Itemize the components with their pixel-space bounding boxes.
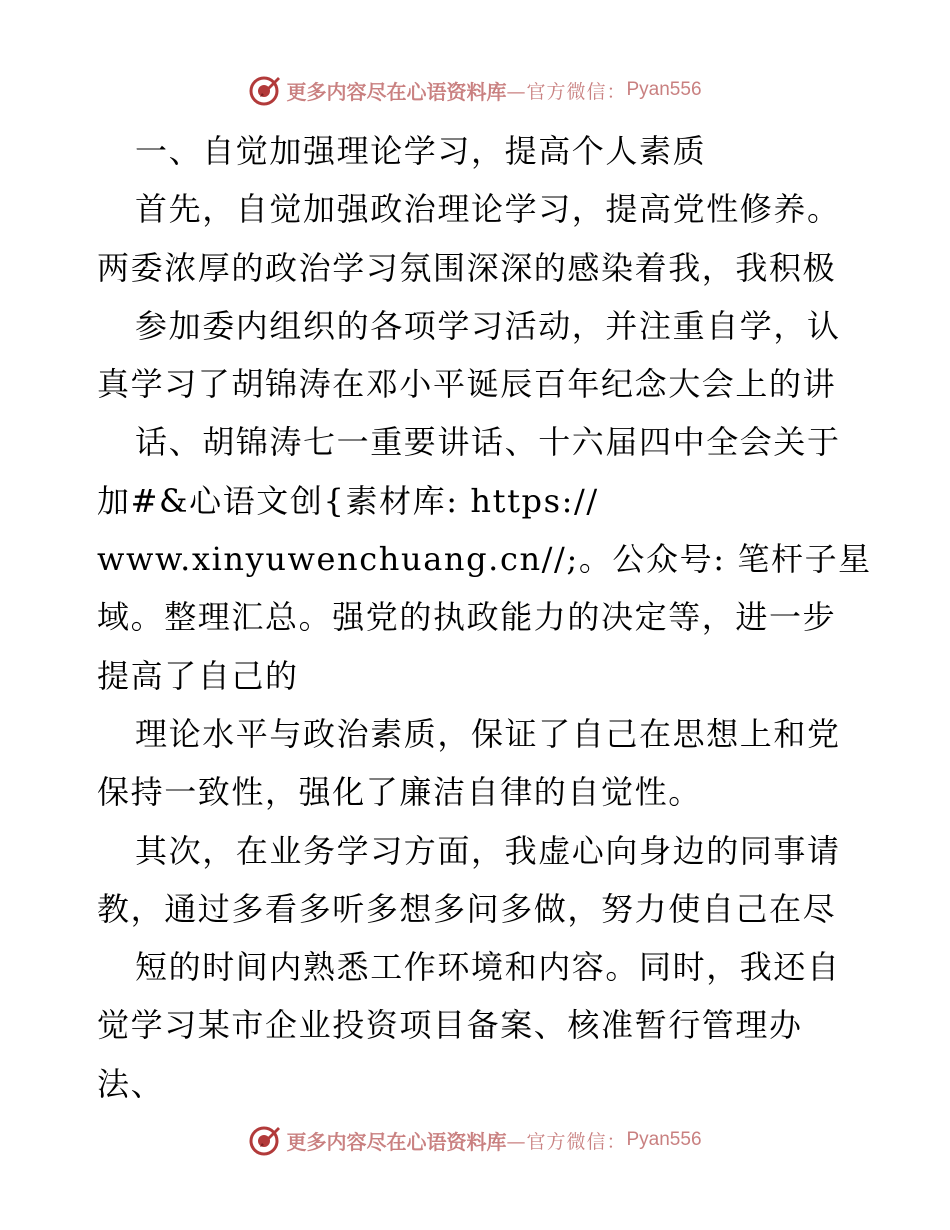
banner-separator: —官方微信： bbox=[506, 80, 627, 103]
banner-title: 更多内容尽在心语资料库 bbox=[286, 1129, 507, 1154]
document-body bbox=[97, 122, 872, 1113]
footer-banner bbox=[0, 1120, 950, 1160]
paragraph-line: 加#&心语文创{素材库: https:// bbox=[97, 481, 599, 520]
paragraph-line: 保持一致性，强化了廉洁自律的自觉性。 bbox=[97, 773, 702, 812]
banner-separator: —官方微信： bbox=[506, 1130, 627, 1153]
banner-title: 更多内容尽在心语资料库 bbox=[286, 79, 507, 104]
paragraph-line: 首先，自觉加强政治理论学习，提高党性修养。 bbox=[135, 190, 841, 229]
pen-logo-icon bbox=[248, 73, 282, 107]
paragraph-line: www.xinyuwenchuang.cn//;。公众号: 笔杆子星 bbox=[97, 540, 872, 579]
paragraph-line: 短的时间内熟悉工作环境和内容。同时，我还自 bbox=[135, 948, 841, 987]
paragraph-line: 觉学习某市企业投资项目备案、核准暂行管理办 bbox=[97, 1006, 803, 1045]
paragraph-line: 提高了自己的 bbox=[97, 656, 299, 695]
paragraph-line: 两委浓厚的政治学习氛围深深的感染着我，我积极 bbox=[97, 248, 837, 287]
paragraph-line: 教，通过多看多听多想多问多做，努力使自己在尽 bbox=[97, 889, 837, 928]
paragraph-line: 法、 bbox=[97, 1064, 165, 1103]
paragraph-line: 理论水平与政治素质，保证了自己在思想上和党 bbox=[135, 714, 841, 753]
paragraph-line: 话、胡锦涛七一重要讲话、十六届四中全会关于 bbox=[135, 423, 841, 462]
banner-wechat-id: Pyan556 bbox=[626, 79, 702, 100]
pen-logo-icon bbox=[248, 1123, 282, 1157]
header-banner bbox=[0, 70, 950, 110]
paragraph-line: 参加委内组织的各项学习活动，并注重自学，认 bbox=[135, 306, 841, 345]
paragraph-line: 其次，在业务学习方面，我虚心向身边的同事请 bbox=[135, 831, 841, 870]
paragraph-line: 真学习了胡锦涛在邓小平诞辰百年纪念大会上的讲 bbox=[97, 365, 837, 404]
banner-wechat-id: Pyan556 bbox=[626, 1129, 702, 1150]
paragraph-line: 域。整理汇总。强党的执政能力的决定等，进一步 bbox=[97, 598, 837, 637]
section-heading: 一、自觉加强理论学习，提高个人素质 bbox=[135, 132, 707, 170]
